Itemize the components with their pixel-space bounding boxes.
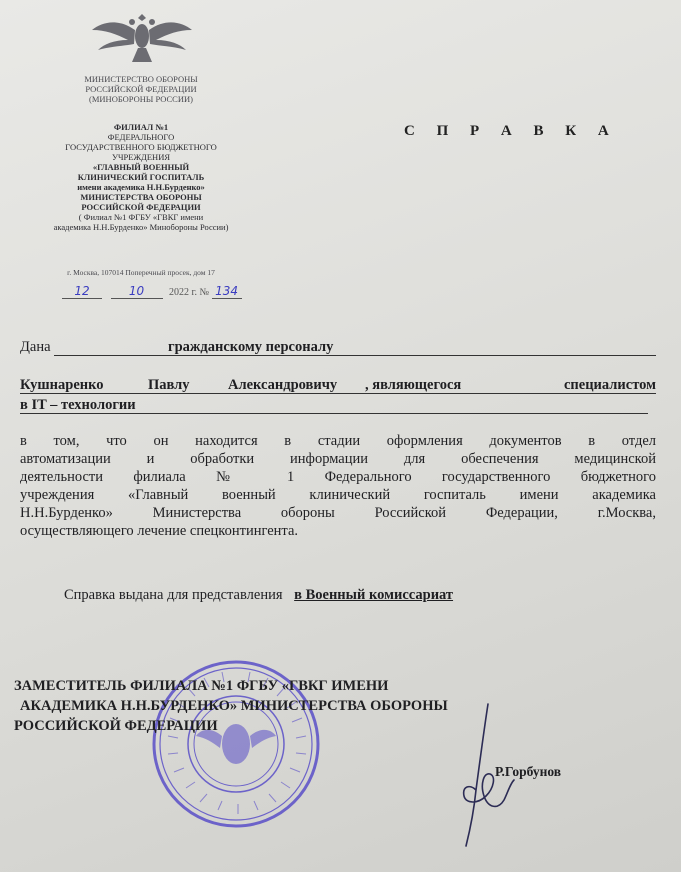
- hospital-line: МИНИСТЕРСТВА ОБОРОНЫ: [80, 192, 202, 202]
- body-line: учреждения «Главный военный клинический госпиталь имени академика: [20, 487, 656, 503]
- signature-block-line: ЗАМЕСТИТЕЛЬ ФИЛИАЛА №1 ФГБУ «ГВКГ ИМЕНИ: [14, 678, 389, 694]
- ministry-header: [30, 74, 252, 104]
- date-month: 10: [111, 284, 163, 299]
- body-line: осуществляющего лечение спецконтингента.: [20, 523, 299, 539]
- signature-block-line: РОССИЙСКОЙ ФЕДЕРАЦИИ: [14, 718, 218, 734]
- branch-line: УЧРЕЖДЕНИЯ: [111, 152, 170, 162]
- hospital-line: КЛИНИЧЕСКИЙ ГОСПИТАЛЬ: [77, 172, 205, 182]
- date-year: 2022 г.: [169, 287, 197, 298]
- ministry-line: РОССИЙСКОЙ ФЕДЕРАЦИИ: [85, 84, 197, 94]
- recipient-role: специалистом: [563, 377, 656, 393]
- recipient-field: в IT – технологии: [20, 397, 136, 413]
- branch-line: ФИЛИАЛ №1: [113, 122, 169, 132]
- branch-line: ГОСУДАРСТВЕННОГО БЮДЖЕТНОГО: [65, 142, 217, 152]
- date-number-line: [62, 284, 242, 299]
- branch-header: [30, 122, 252, 232]
- personnel-type: гражданскому персоналу: [168, 339, 334, 355]
- short-name-line: ( Филиал №1 ФГБУ «ГВКГ имени: [78, 212, 204, 222]
- issued-for-line: [64, 587, 453, 604]
- address-line: г. Москва, 107014 Поперечный просек, дом 17: [67, 268, 215, 277]
- branch-line: ФЕДЕРАЛЬНОГО: [107, 132, 175, 142]
- document-title: С П Р А В К А: [404, 123, 618, 139]
- recipient-patronymic: Александровичу: [228, 377, 338, 393]
- recipient-line-1: [20, 338, 656, 356]
- given-label: Дана: [20, 339, 51, 355]
- recipient-line-3: [20, 396, 656, 414]
- date-day: 12: [62, 284, 102, 299]
- recipient-first-name: Павлу: [148, 377, 190, 393]
- issued-label: Справка выдана для представления: [64, 587, 283, 603]
- signature-block: [14, 676, 448, 736]
- issued-destination: в Военный комиссариат: [294, 587, 454, 603]
- double-headed-eagle-emblem: [88, 8, 196, 68]
- body-line: деятельности филиала № 1 Федерального государственного бюджетного: [20, 469, 656, 485]
- certificate-body: [20, 432, 656, 540]
- body-line: Н.Н.Бурденко» Министерства обороны Российской Федерации, г.Москва,: [20, 505, 656, 521]
- body-line: в том, что он находится в стадии оформления документов в отдел: [20, 433, 656, 449]
- hospital-line: имени академика Н.Н.Бурденко»: [77, 182, 205, 192]
- ministry-line: (МИНОБОРОНЫ РОССИИ): [89, 94, 193, 104]
- signer-name: Р.Горбунов: [495, 764, 562, 779]
- recipient-being: , являющегося: [365, 377, 462, 393]
- recipient-surname: Кушнаренко: [20, 377, 104, 393]
- short-name-line: академика Н.Н.Бурденко» Минобороны России): [53, 222, 229, 232]
- hospital-line: «ГЛАВНЫЙ ВОЕННЫЙ: [92, 162, 190, 172]
- signature-block-line: АКАДЕМИКА Н.Н.БУРДЕНКО» МИНИСТЕРСТВА ОБОРОНЫ: [20, 698, 448, 714]
- hospital-line: РОССИЙСКОЙ ФЕДЕРАЦИИ: [81, 202, 201, 212]
- number-label: №: [199, 287, 210, 298]
- document-number: 134: [212, 284, 242, 299]
- body-line: автоматизации и обработки информации для обеспечения медицинской: [20, 451, 656, 467]
- ministry-line: МИНИСТЕРСТВО ОБОРОНЫ: [84, 74, 198, 84]
